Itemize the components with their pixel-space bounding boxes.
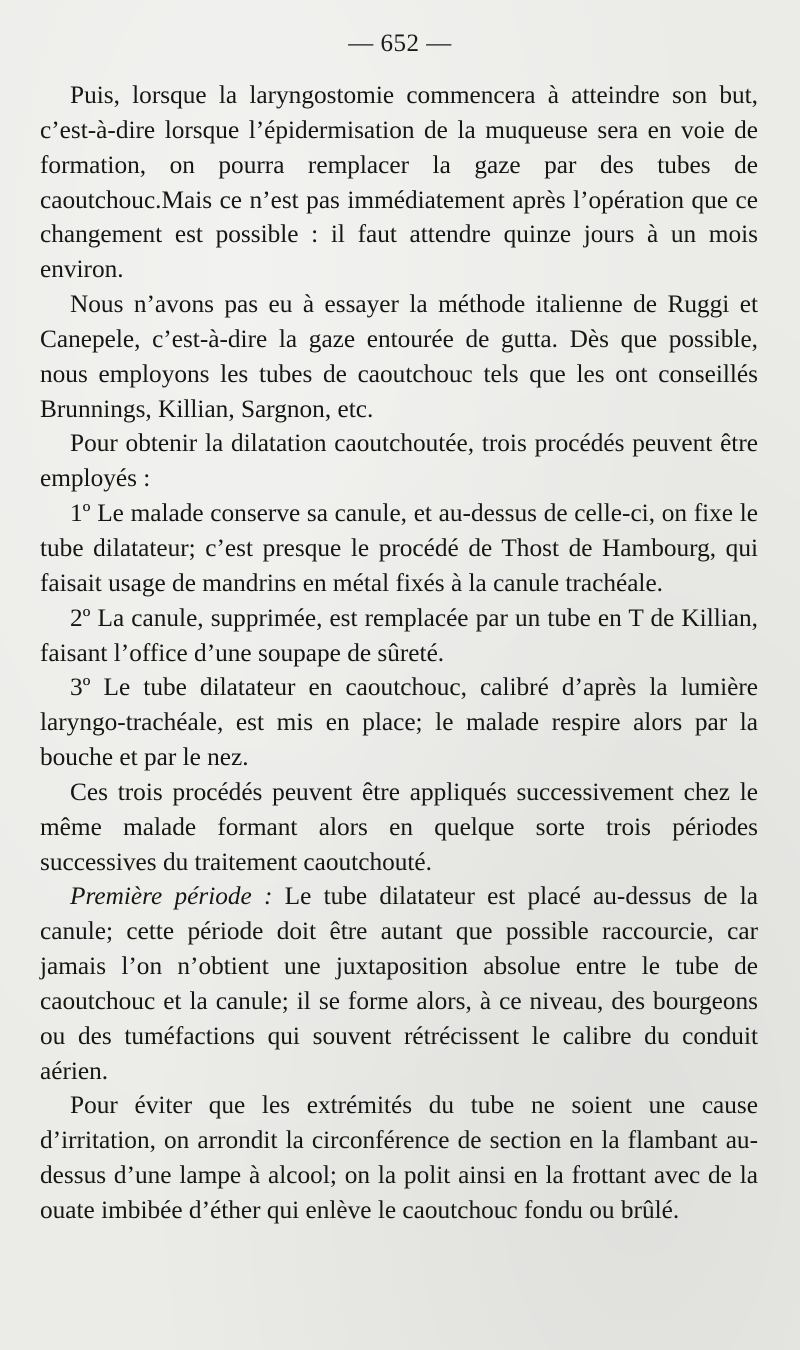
paragraph: 3º Le tube dilatateur en caoutchouc, calibré d’après la lumière laryngo-trachéale, est mis en place; le malade respire alors par la bouche et par le nez. xyxy=(40,673,758,772)
section-lead: Première période : xyxy=(70,882,273,911)
paragraph: Nous n’avons pas eu à essayer la méthode italienne de Ruggi et Canepele, c’est-à-dire la gaze entourée de gutta. Dès que possible, nous employons les tubes de caoutchouc tels que les ont conseillés Brunnings, Killian, Sargnon, etc. xyxy=(40,290,758,423)
paragraph: Pour obtenir la dilatation caoutchoutée, trois procédés peuvent être employés : xyxy=(40,429,758,493)
page-number: — 652 — xyxy=(348,30,452,57)
paragraph xyxy=(40,879,758,1088)
body-text xyxy=(40,78,758,1228)
paragraph: Puis, lorsque la laryngostomie commencera à atteindre son but, c’est-à-dire lorsque l’épidermisation de la muqueuse sera en voie de formation, on pourra remplacer la gaze par des tubes de caoutchouc.Mais ce n’est pas immédiatement après l’opération que ce changement est possible : il faut attendre quinze jours à un mois environ. xyxy=(40,81,758,284)
paragraph-text: Le tube dilatateur est placé au-dessus de la canule; cette période doit être autant que possible raccourcie, car jamais l’on n’obtient une juxtaposition absolue entre le tube de caoutchouc et la canule; il se forme alors, à ce niveau, des bourgeons ou des tuméfactions qui souvent rétrécissent le calibre du conduit aérien. xyxy=(40,882,758,1085)
paragraph: 2º La canule, supprimée, est remplacée par un tube en T de Killian, faisant l’office d’une soupape de sûreté. xyxy=(40,603,758,667)
paragraph: 1º Le malade conserve sa canule, et au-dessus de celle-ci, on fixe le tube dilatateur; c’est presque le procédé de Thost de Hambourg, qui faisait usage de mandrins en métal fixés à la canule trachéale. xyxy=(40,499,758,597)
paragraph: Pour éviter que les extrémités du tube ne soient une cause d’irritation, on arrondit la circonférence de section en la flambant au-dessus d’une lampe à alcool; on la polit ainsi en la frottant avec de la ouate imbibée d’éther qui enlève le caoutchouc fondu ou brûlé. xyxy=(40,1091,758,1224)
paragraph: Ces trois procédés peuvent être appliqués successivement chez le même malade formant alors en quelque sorte trois périodes successives du traitement caoutchouté. xyxy=(40,777,758,876)
